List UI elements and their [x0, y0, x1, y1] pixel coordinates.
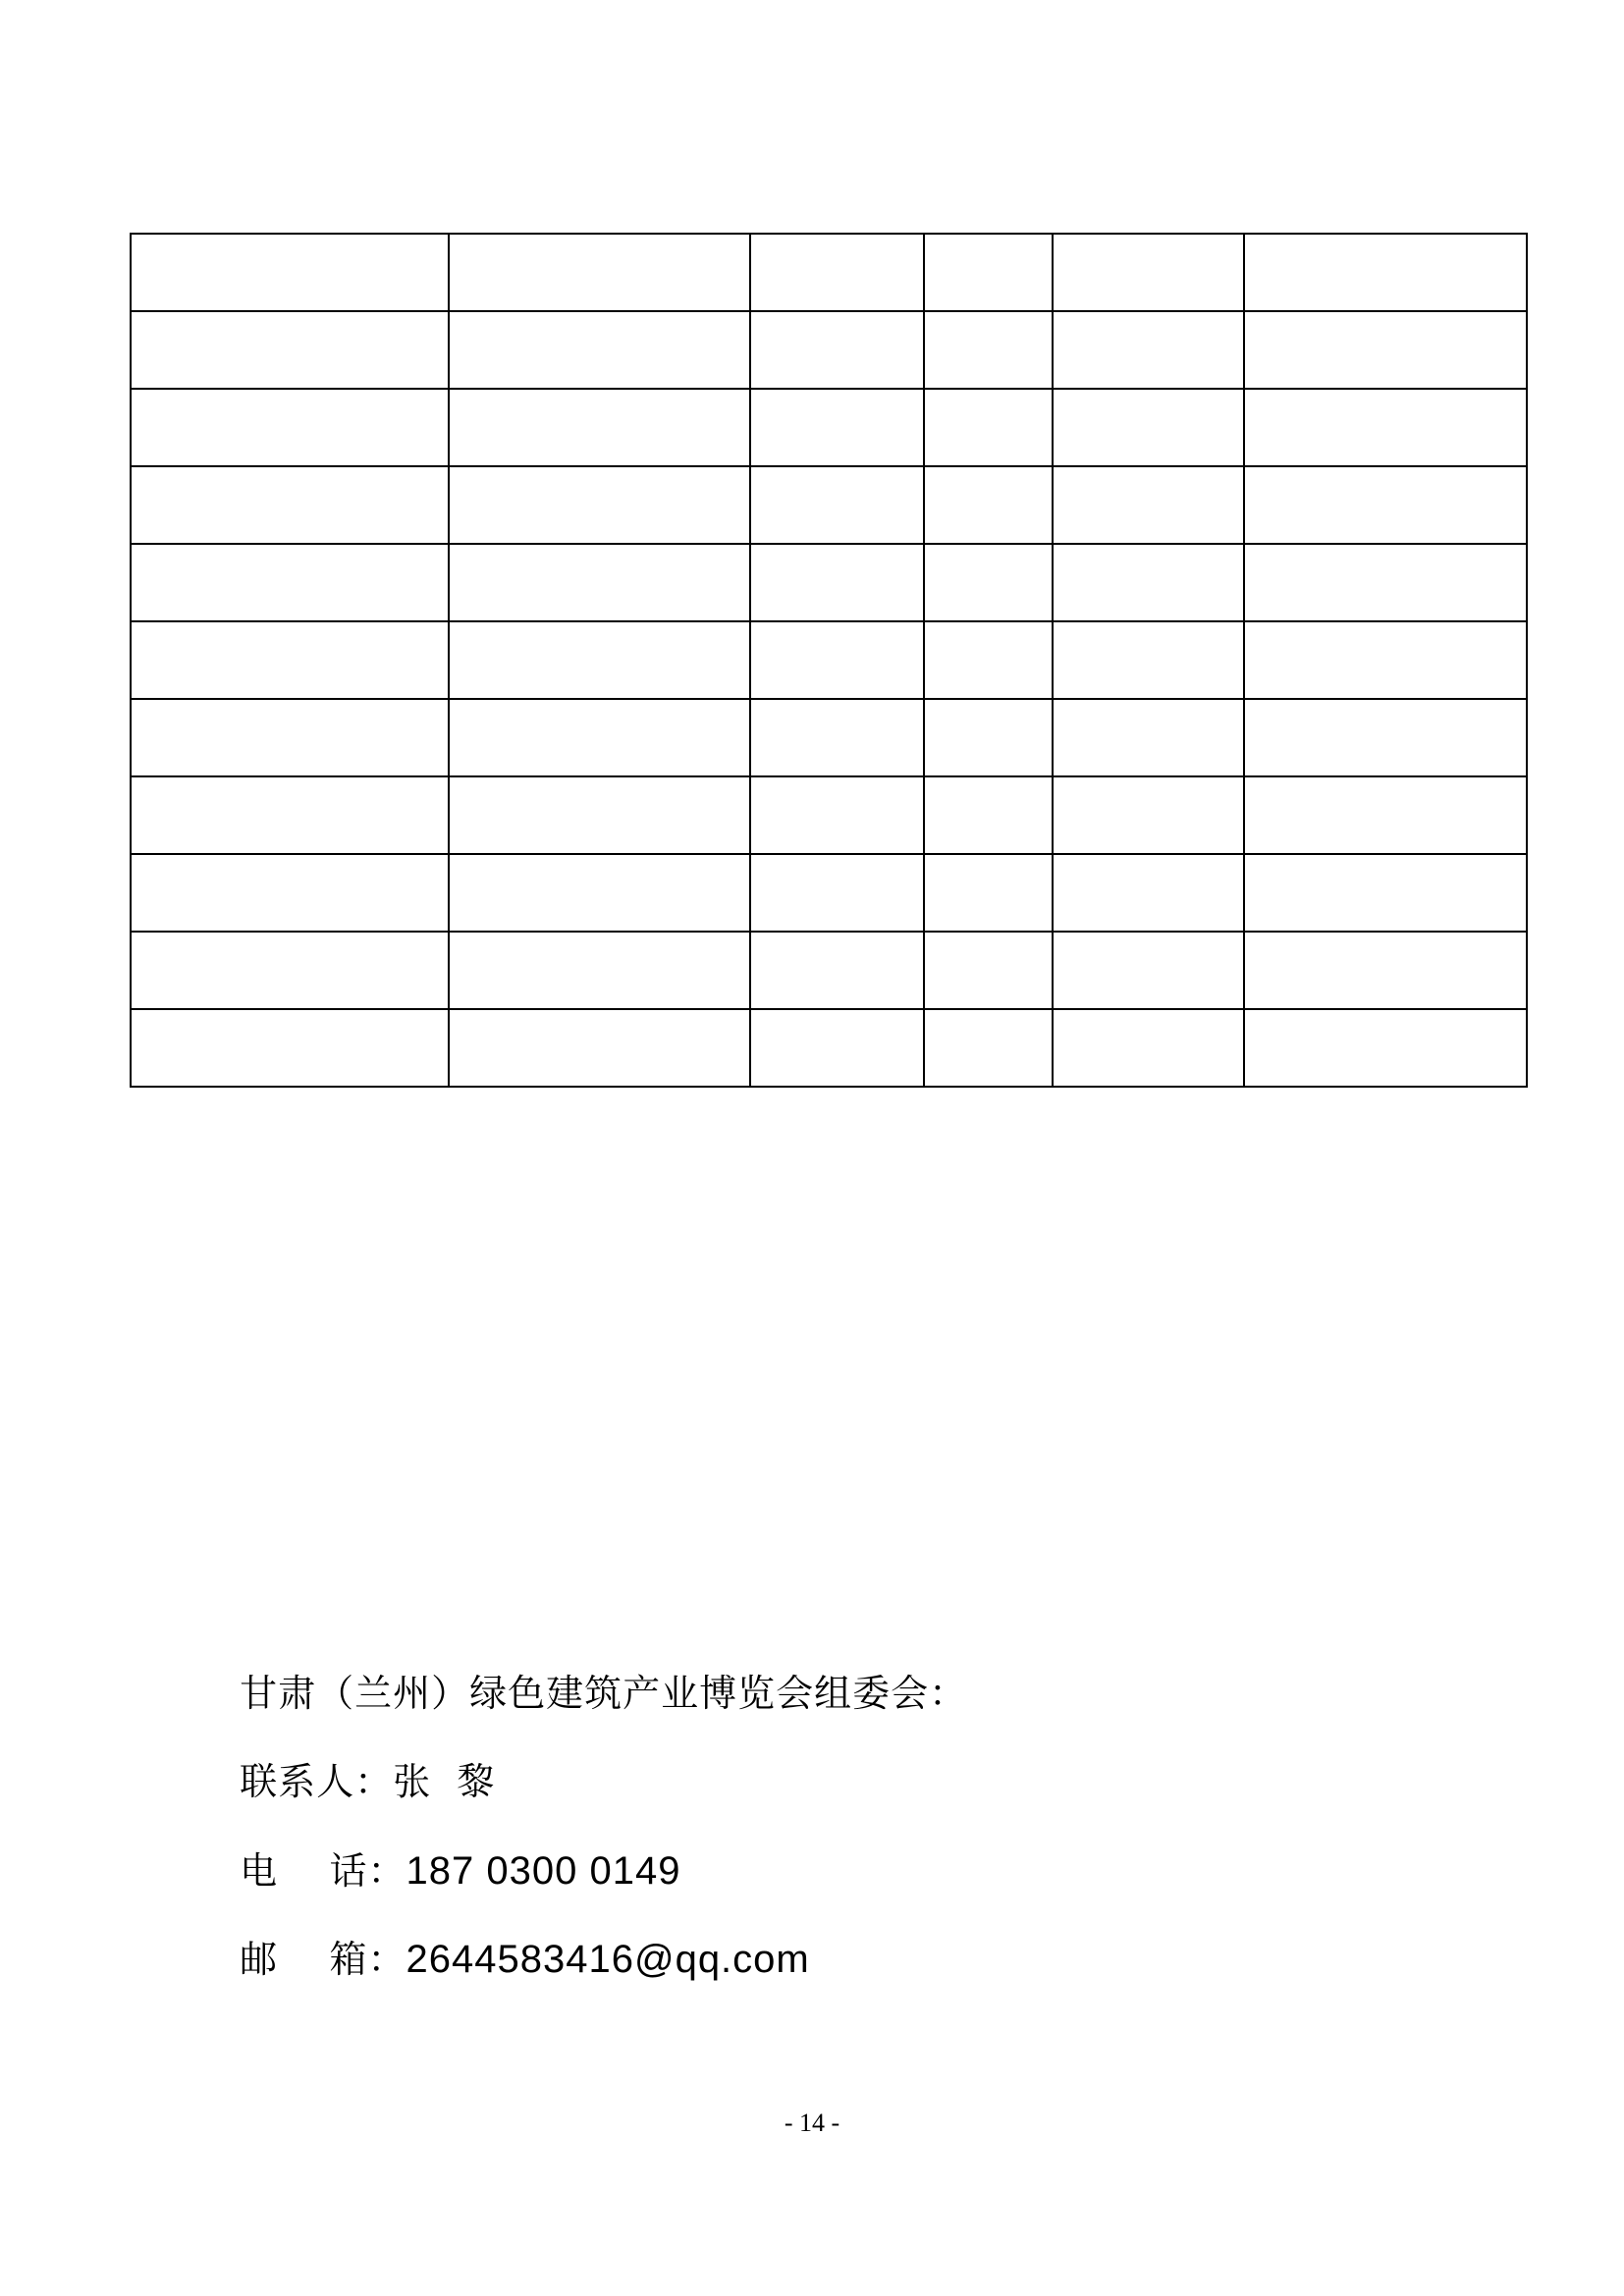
table-cell	[924, 854, 1053, 932]
contact-person-name: 张 黎	[393, 1760, 496, 1803]
table-row	[131, 932, 1527, 1009]
table-cell	[1244, 699, 1527, 776]
table-row	[131, 854, 1527, 932]
table-cell	[1053, 544, 1244, 621]
table-row	[131, 389, 1527, 466]
table-cell	[1053, 1009, 1244, 1087]
table-row	[131, 1009, 1527, 1087]
contact-person-line	[214, 1726, 496, 1803]
table-cell	[131, 776, 449, 854]
table-cell	[131, 311, 449, 389]
table-cell	[1053, 389, 1244, 466]
table-cell	[750, 854, 924, 932]
table-cell	[1053, 621, 1244, 699]
table-row	[131, 234, 1527, 311]
table-cell	[1244, 466, 1527, 544]
table-cell	[750, 544, 924, 621]
table-cell	[131, 544, 449, 621]
table-cell	[1053, 466, 1244, 544]
page-number: - 14 -	[784, 2109, 840, 2137]
table-cell	[924, 699, 1053, 776]
table-cell	[924, 776, 1053, 854]
table-cell	[449, 1009, 750, 1087]
table-cell	[1244, 776, 1527, 854]
table-cell	[1053, 311, 1244, 389]
table-cell	[1244, 854, 1527, 932]
table-cell	[1053, 854, 1244, 932]
table-cell	[924, 311, 1053, 389]
table-cell	[1244, 932, 1527, 1009]
contact-person-label: 联系人：	[240, 1760, 394, 1803]
table-cell	[449, 311, 750, 389]
table-row	[131, 466, 1527, 544]
table-cell	[924, 466, 1053, 544]
table-cell	[924, 234, 1053, 311]
email-address: 2644583416@qq.com	[406, 1938, 810, 1981]
blank-form-table	[130, 233, 1528, 1088]
table-cell	[924, 932, 1053, 1009]
table-cell	[131, 854, 449, 932]
table-cell	[1053, 234, 1244, 311]
table-cell	[449, 234, 750, 311]
table-cell	[449, 699, 750, 776]
table-cell	[1244, 311, 1527, 389]
table-row	[131, 311, 1527, 389]
table-cell	[449, 932, 750, 1009]
table-cell	[750, 234, 924, 311]
table-cell	[924, 621, 1053, 699]
table-cell	[924, 389, 1053, 466]
table-cell	[449, 544, 750, 621]
table-cell	[924, 1009, 1053, 1087]
table-cell	[131, 699, 449, 776]
table-cell	[449, 389, 750, 466]
phone-label: 电 话：	[240, 1849, 406, 1893]
table-cell	[750, 1009, 924, 1087]
phone-number: 187 0300 0149	[406, 1849, 681, 1893]
table-cell	[750, 776, 924, 854]
table-cell	[449, 466, 750, 544]
table-cell	[1053, 776, 1244, 854]
table-cell	[131, 466, 449, 544]
table-cell	[1244, 389, 1527, 466]
table-cell	[1244, 234, 1527, 311]
table-cell	[1053, 932, 1244, 1009]
table-cell	[750, 621, 924, 699]
table-row	[131, 699, 1527, 776]
table-cell	[924, 544, 1053, 621]
table-cell	[449, 854, 750, 932]
organizer-name: 甘肃（兰州）绿色建筑产业博览会组委会：	[240, 1672, 968, 1715]
phone-line	[214, 1814, 680, 1891]
table-cell	[131, 621, 449, 699]
email-label: 邮 箱：	[240, 1938, 406, 1981]
table-cell	[131, 234, 449, 311]
table-cell	[750, 466, 924, 544]
table-cell	[449, 621, 750, 699]
table-cell	[131, 1009, 449, 1087]
email-line	[214, 1902, 810, 1979]
table-cell	[131, 932, 449, 1009]
table-cell	[1244, 621, 1527, 699]
table-row	[131, 544, 1527, 621]
table-cell	[131, 389, 449, 466]
table-cell	[1244, 1009, 1527, 1087]
table-row	[131, 621, 1527, 699]
table-cell	[750, 311, 924, 389]
table-cell	[750, 389, 924, 466]
table-cell	[1244, 544, 1527, 621]
table-cell	[1053, 699, 1244, 776]
table-cell	[750, 699, 924, 776]
table-row	[131, 776, 1527, 854]
table-cell	[750, 932, 924, 1009]
organizer-line	[214, 1637, 968, 1715]
table-cell	[449, 776, 750, 854]
